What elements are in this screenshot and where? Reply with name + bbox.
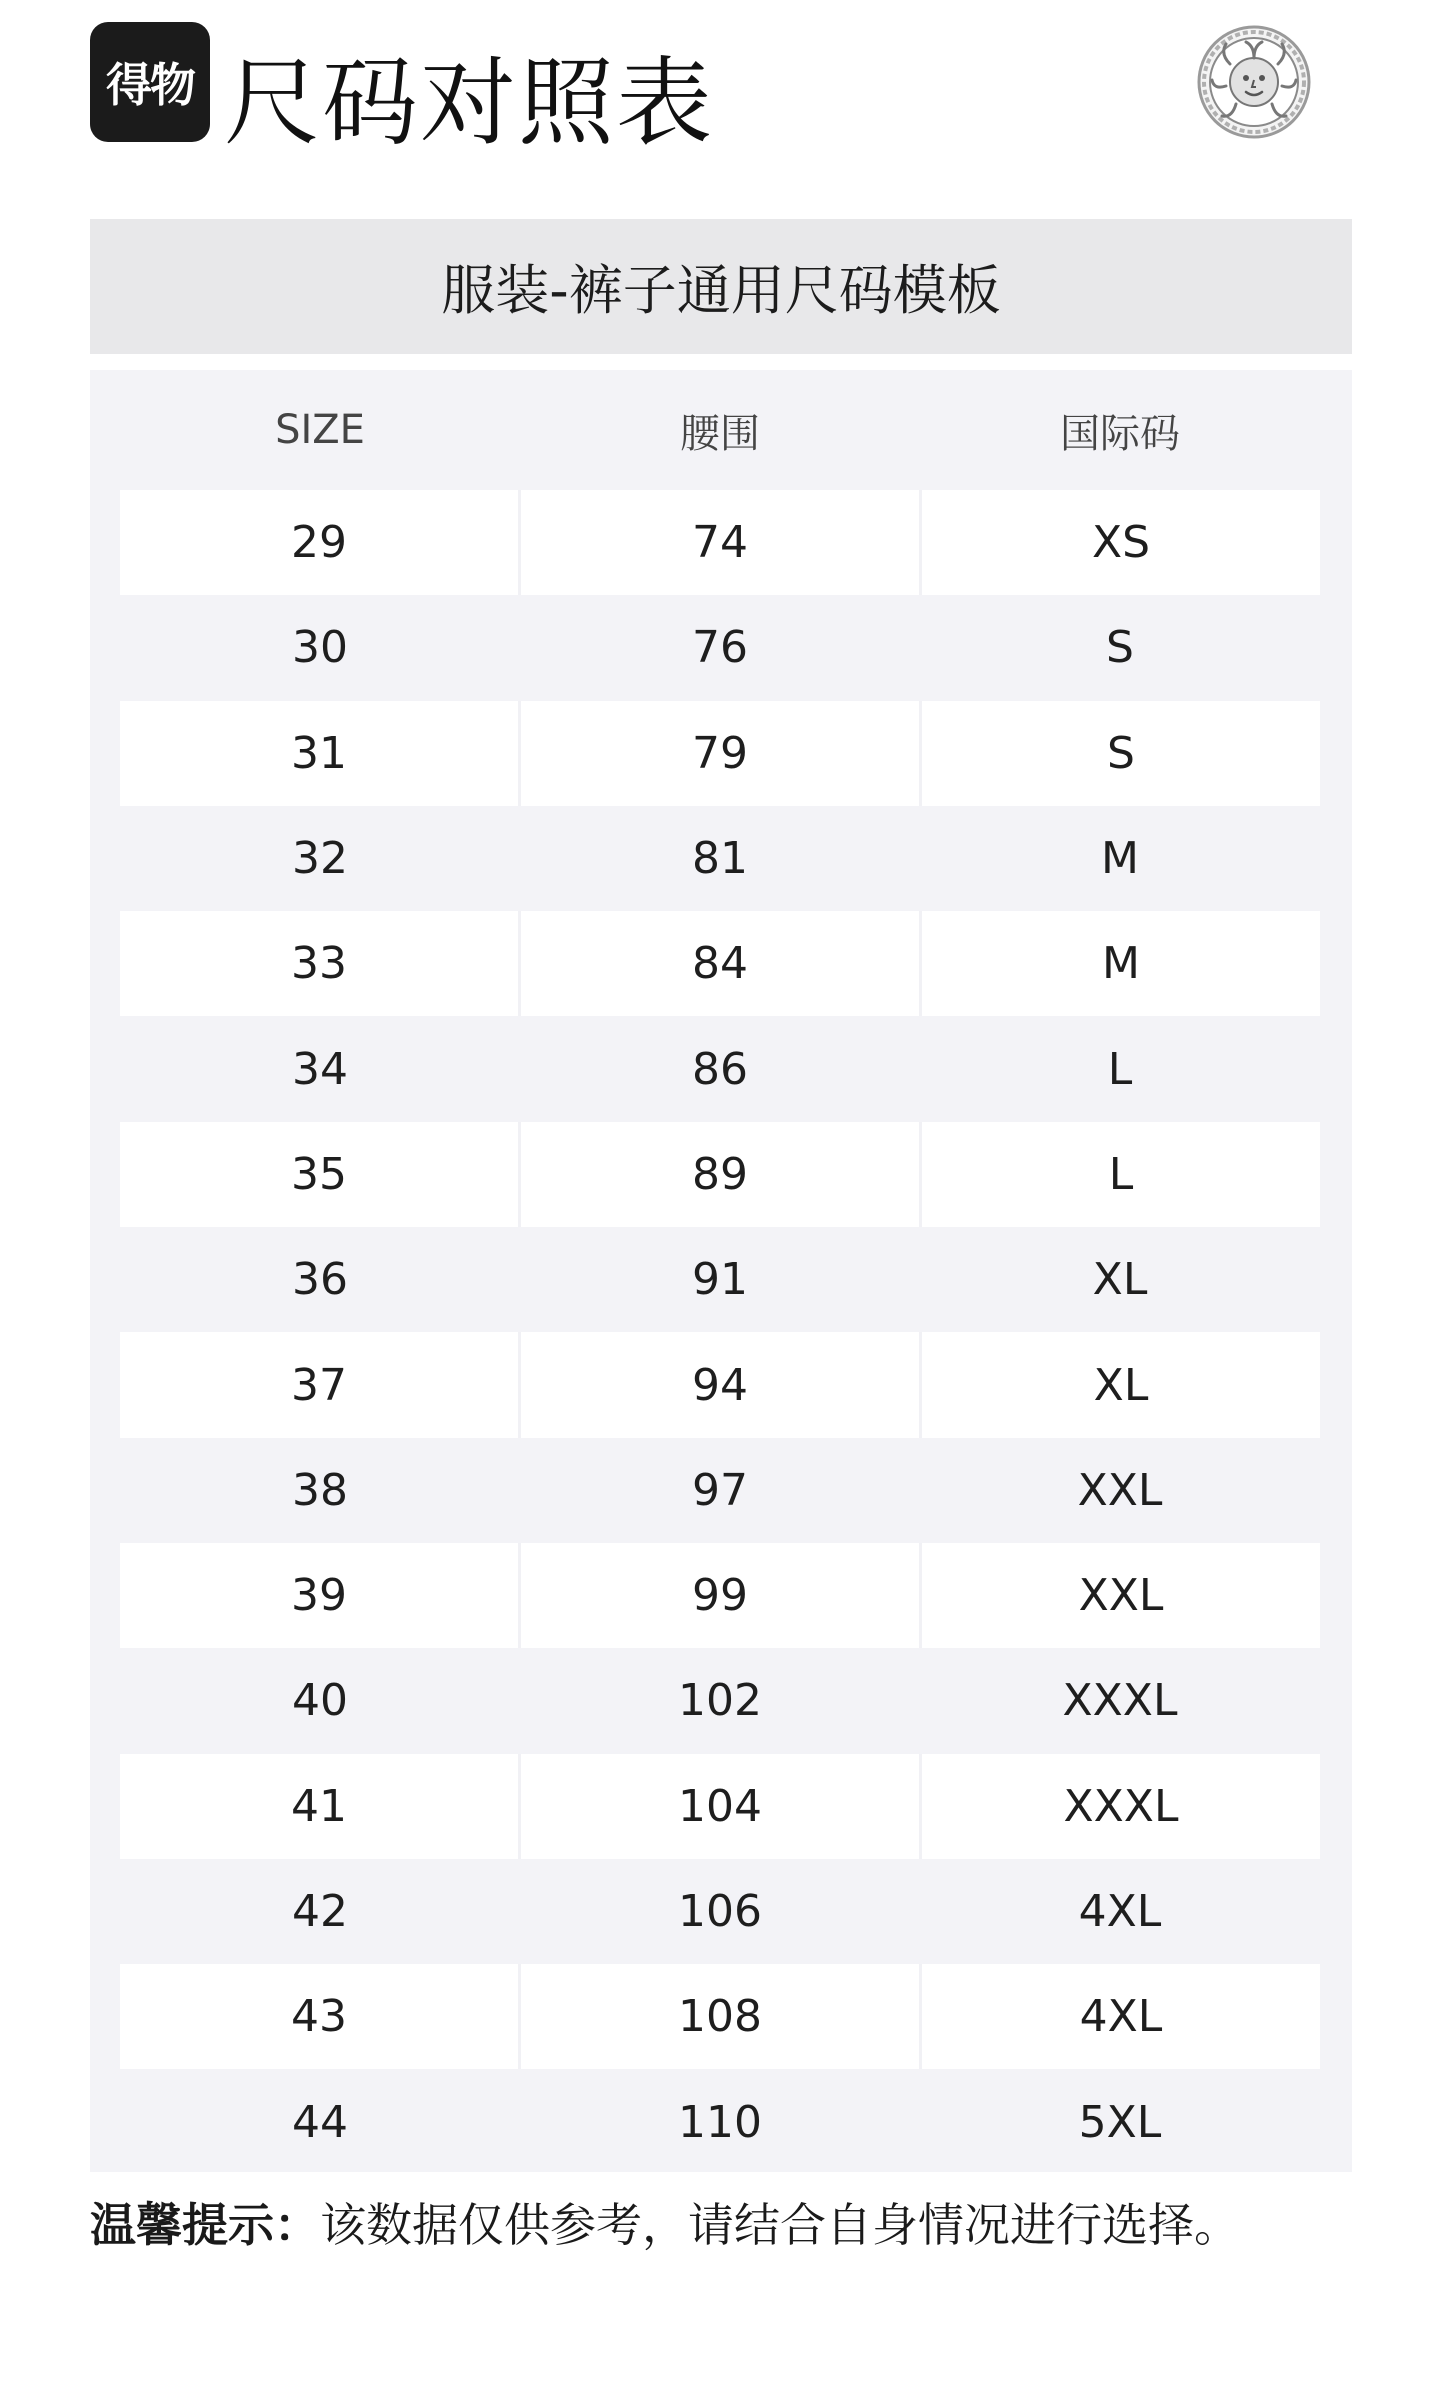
waist-cell: 99: [518, 1543, 919, 1648]
waist-cell: 81: [692, 833, 748, 885]
table-row: [120, 1754, 1320, 1859]
size-cell: 42: [292, 1886, 348, 1937]
waist-cell: 86: [692, 1043, 748, 1095]
size-table: [90, 370, 1352, 2172]
size-cell: 30: [292, 622, 348, 674]
size-cell: 41: [120, 1754, 518, 1859]
waist-cell: 74: [518, 490, 919, 595]
size-cell: 33: [120, 911, 518, 1016]
intl-size-cell: XS: [919, 490, 1320, 595]
intl-size-cell: XXXL: [919, 1754, 1320, 1859]
intl-size-cell: XL: [1092, 1254, 1148, 1306]
table-row: [120, 2069, 1320, 2174]
intl-size-cell: M: [919, 911, 1320, 1016]
intl-size-cell: M: [1101, 833, 1139, 885]
size-cell: 29: [120, 490, 518, 595]
waist-cell: 91: [692, 1254, 748, 1306]
intl-size-cell: 5XL: [1078, 2096, 1162, 2148]
waist-cell: 108: [518, 1964, 919, 2069]
intl-size-cell: L: [919, 1122, 1320, 1227]
medusa-emblem-icon: [1196, 24, 1312, 140]
size-cell: 38: [292, 1464, 348, 1516]
subtitle-bar: [90, 219, 1352, 354]
table-row: [120, 1122, 1320, 1227]
waist-cell: 106: [678, 1886, 762, 1937]
intl-size-cell: L: [1107, 1043, 1133, 1095]
page-title: 尺码对照表: [224, 47, 714, 159]
intl-size-cell: XL: [919, 1332, 1320, 1437]
table-header-row: [120, 370, 1320, 490]
table-row: [120, 1016, 1320, 1121]
table-row: [120, 1227, 1320, 1332]
size-cell: 31: [120, 701, 518, 806]
table-body: [120, 490, 1320, 2175]
table-row: [120, 1543, 1320, 1648]
waist-cell: 79: [518, 701, 919, 806]
waist-cell: 94: [518, 1332, 919, 1437]
tip-text: 该数据仅供参考，请结合自身情况进行选择。: [320, 2198, 1240, 2252]
waist-cell: 84: [518, 911, 919, 1016]
table-row: [120, 701, 1320, 806]
table-row: [120, 490, 1320, 595]
size-cell: 34: [292, 1043, 348, 1095]
waist-cell: 97: [692, 1464, 748, 1516]
size-cell: 32: [292, 833, 348, 885]
table-row: [120, 806, 1320, 911]
header: [0, 0, 1440, 200]
table-row: [120, 1332, 1320, 1437]
column-header-waist: 腰围: [680, 410, 760, 457]
intl-size-cell: 4XL: [919, 1964, 1320, 2069]
table-title: 服装-裤子通用尺码模板: [441, 259, 1001, 322]
waist-cell: 110: [678, 2096, 762, 2148]
size-cell: 43: [120, 1964, 518, 2069]
size-cell: 36: [292, 1254, 348, 1306]
intl-size-cell: XXXL: [1062, 1675, 1178, 1727]
waist-cell: 104: [518, 1754, 919, 1859]
waist-cell: 76: [692, 622, 748, 674]
table-row: [120, 595, 1320, 700]
tip-label: 温馨提示：: [90, 2198, 320, 2252]
intl-size-cell: XXL: [919, 1543, 1320, 1648]
intl-size-cell: XXL: [1077, 1464, 1163, 1516]
size-cell: 37: [120, 1332, 518, 1437]
intl-size-cell: 4XL: [1078, 1886, 1162, 1937]
column-header-size: SIZE: [275, 407, 365, 453]
footer-tip: [90, 2190, 1390, 2260]
table-row: [120, 1648, 1320, 1753]
intl-size-cell: S: [919, 701, 1320, 806]
table-row: [120, 911, 1320, 1016]
intl-size-cell: S: [1106, 622, 1134, 674]
column-header-international: 国际码: [1060, 410, 1180, 457]
table-row: [120, 1859, 1320, 1964]
size-cell: 40: [292, 1675, 348, 1727]
size-cell: 44: [292, 2096, 348, 2148]
table-row: [120, 1438, 1320, 1543]
size-cell: 35: [120, 1122, 518, 1227]
size-cell: 39: [120, 1543, 518, 1648]
waist-cell: 89: [518, 1122, 919, 1227]
table-row: [120, 1964, 1320, 2069]
app-logo: 得物: [90, 22, 210, 142]
waist-cell: 102: [678, 1675, 762, 1727]
